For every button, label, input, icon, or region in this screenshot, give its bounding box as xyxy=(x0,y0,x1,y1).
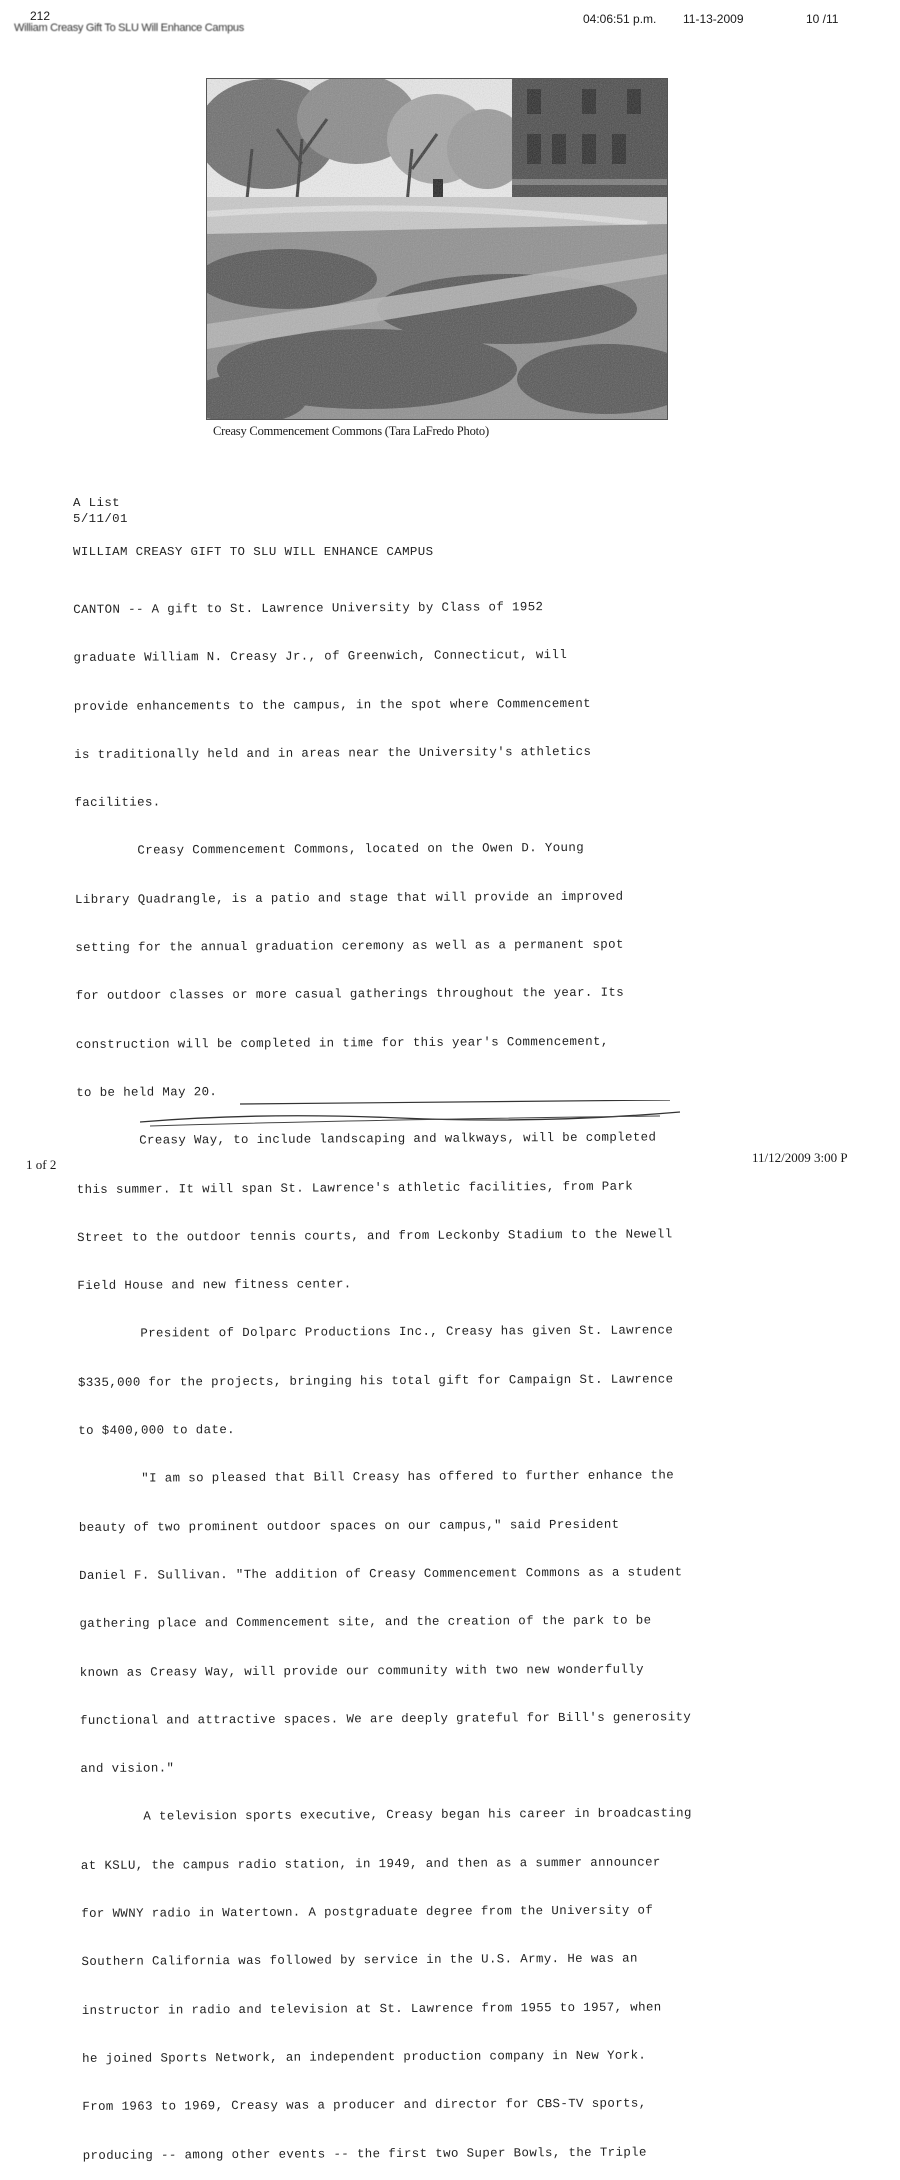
article-line: From 1963 to 1969, Creasy was a producer and director for CBS-TV sports, xyxy=(82,2096,647,2115)
article-line: gathering place and Commencement site, and the creation of the park to be xyxy=(79,1613,652,1632)
article-line: Street to the outdoor tennis courts, and from Leckonby Stadium to the Newell xyxy=(77,1227,673,1245)
article-line: President of Dolparc Productions Inc., Creasy has given St. Lawrence xyxy=(77,1323,674,1342)
article-line: to be held May 20. xyxy=(76,1085,218,1100)
article-line: Library Quadrangle, is a patio and stage that will provide an improved xyxy=(74,889,624,907)
article-line: facilities. xyxy=(74,795,161,811)
article-line: producing -- among other events -- the first two Super Bowls, the Triple xyxy=(82,2145,647,2163)
campus-photo xyxy=(206,78,668,420)
article-line: CANTON -- A gift to St. Lawrence University by Class of 1952 xyxy=(73,600,544,617)
fax-date: 11-13-2009 xyxy=(683,12,744,26)
article-line: beauty of two prominent outdoor spaces on our campus," said President xyxy=(78,1517,620,1535)
article-headline: WILLIAM CREASY GIFT TO SLU WILL ENHANCE CAMPUS xyxy=(73,545,434,559)
fax-time: 04:06:51 p.m. xyxy=(583,12,657,26)
fax-page-count: 10 /11 xyxy=(806,12,839,26)
fax-header xyxy=(0,0,900,40)
article-line: provide enhancements to the campus, in the spot where Commencement xyxy=(73,696,592,714)
handwritten-underline xyxy=(140,1100,700,1130)
article-line: $335,000 for the projects, bringing his total gift for Campaign St. Lawrence xyxy=(77,1372,674,1390)
article-line: is traditionally held and in areas near the University's athletics xyxy=(74,744,592,762)
article-line: setting for the annual graduation ceremony as well as a permanent spot xyxy=(75,937,624,956)
photo-caption: Creasy Commencement Commons (Tara LaFredo Photo) xyxy=(213,424,489,438)
article-body xyxy=(73,566,694,2180)
article-line: construction will be completed in time for this year's Commencement, xyxy=(75,1034,609,1052)
article-line: Field House and new fitness center. xyxy=(77,1277,352,1294)
article-line: Southern California was followed by service in the U.S. Army. He was an xyxy=(81,1951,638,1970)
article-line: known as Creasy Way, will provide our community with two new wonderfully xyxy=(79,1662,644,1680)
fax-page-number: 212 xyxy=(30,9,51,23)
article-line: Creasy Commencement Commons, located on the Owen D. Young xyxy=(74,841,585,859)
article-line: graduate William N. Creasy Jr., of Greenwich, Connecticut, will xyxy=(73,648,568,666)
article-line: functional and attractive spaces. We are deeply grateful for Bill's generosity xyxy=(79,1710,692,1728)
article-line: for WWNY radio in Watertown. A postgraduate degree from the University of xyxy=(81,1903,654,1921)
article-line: "I am so pleased that Bill Creasy has offered to further enhance the xyxy=(78,1468,675,1487)
fax-garbled-title: William Creasy Gift To SLU Will Enhance Campus xyxy=(14,22,244,34)
article-line: he joined Sports Network, an independent production company in New York. xyxy=(82,2048,647,2066)
article-line: Creasy Way, to include landscaping and walkways, will be completed xyxy=(76,1130,657,1149)
article-line: at KSLU, the campus radio station, in 1949, and then as a summer announcer xyxy=(80,1855,661,1873)
article-line: instructor in radio and television at St. Lawrence from 1955 to 1957, when xyxy=(81,2000,662,2018)
article-list-tag: A List xyxy=(73,496,121,510)
article-line: and vision." xyxy=(80,1761,175,1777)
article-line: to $400,000 to date. xyxy=(78,1423,236,1439)
article-line: for outdoor classes or more casual gatherings throughout the year. Its xyxy=(75,986,625,1004)
article-date: 5/11/01 xyxy=(73,512,128,526)
article-line: this summer. It will span St. Lawrence's athletic facilities, from Park xyxy=(76,1179,634,1197)
article-line: Daniel F. Sullivan. "The addition of Creasy Commencement Commons as a student xyxy=(79,1565,683,1583)
footer-timestamp: 11/12/2009 3:00 P xyxy=(752,1150,848,1165)
footer-page: 1 of 2 xyxy=(26,1157,57,1172)
article-line: A television sports executive, Creasy began his career in broadcasting xyxy=(80,1806,692,1825)
